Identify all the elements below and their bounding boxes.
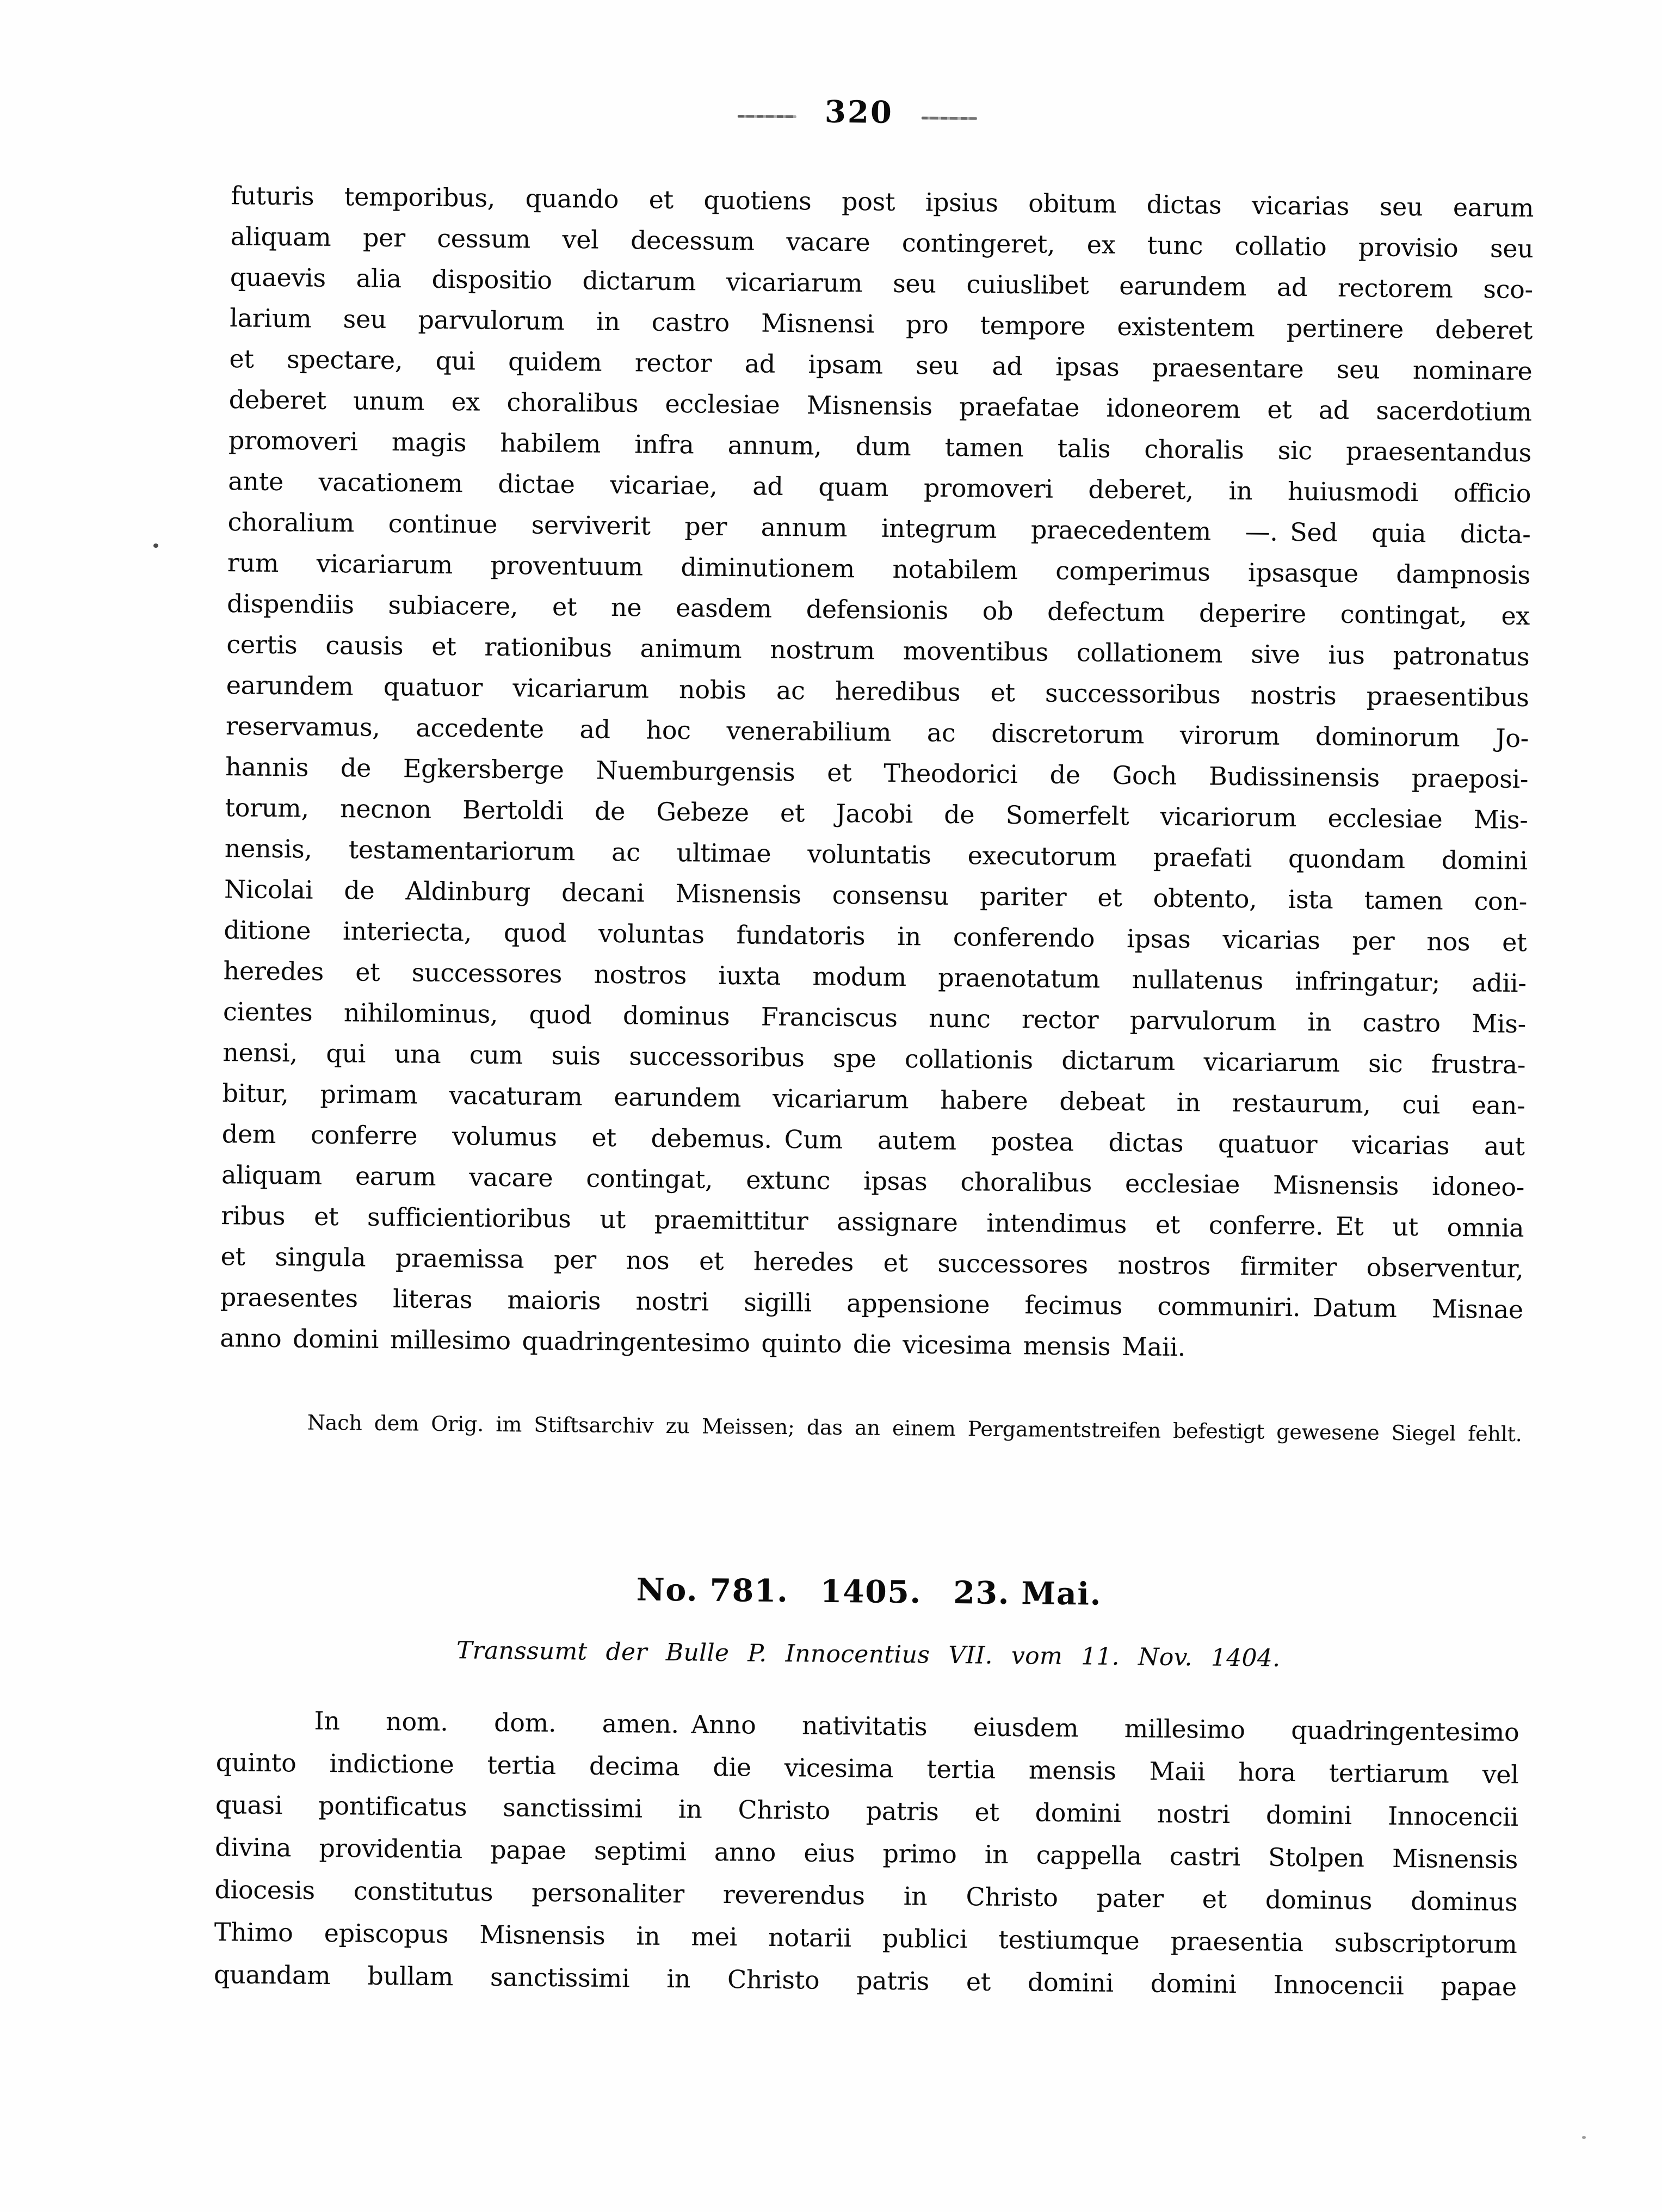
text-line: divina providentia papae septimi anno eius primo in cappella castri Stolpen Misnensis xyxy=(214,1832,1518,1875)
scan-artifact-dot xyxy=(1582,2136,1586,2139)
text-line: et singula praemissa per nos et heredes et successores nostros firmiter observentur, xyxy=(220,1241,1524,1284)
text-line: deberet unum ex choralibus ecclesiae Misnensis praefatae idoneorem et ad sacerdotium xyxy=(228,385,1532,427)
text-line: quinto indictione tertia decima die vicesima tertia mensis Maii hora tertiarum vel xyxy=(215,1747,1519,1790)
latin-charter-text xyxy=(214,1698,1519,2008)
latin-charter-text xyxy=(220,175,1534,1371)
text-line: diocesis constitutus personaliter reverendus in Christo pater et dominus dominus xyxy=(214,1875,1518,1917)
scan-artifact-dot xyxy=(153,543,158,548)
text-line: nensi, qui una cum suis successoribus spe collationis dictarum vicariarum sic frustra- xyxy=(223,1037,1526,1080)
text-line: ante vacationem dictae vicariae, ad quam promoveri deberet, in huiusmodi officio xyxy=(228,466,1531,509)
text-line: earundem quatuor vicariarum nobis ac heredibus et successoribus nostris praesentibus xyxy=(226,670,1529,713)
text-line: hannis de Egkersberge Nuemburgensis et Theodorici de Goch Budissinensis praeposi- xyxy=(225,752,1529,794)
text-line: nensis, testamentariorum ac ultimae voluntatis executorum praefati quondam domini xyxy=(224,833,1528,876)
text-line: praesentes literas maioris nostri sigilli appensione fecimus communiri. Datum Misnae xyxy=(220,1282,1524,1325)
header-left-dash xyxy=(738,115,796,118)
text-line: ditione interiecta, quod voluntas fundatoris in conferendo ipsas vicarias per nos et xyxy=(224,915,1527,957)
text-line: Thimo episcopus Misnensis in mei notarii publici testiumque praesentia subscriptorum xyxy=(214,1917,1517,1960)
text-line: promoveri magis habilem infra annum, dum tamen talis choralis sic praesentandus xyxy=(228,425,1532,468)
text-line: et spectare, qui quidem rector ad ipsam seu ad ipsas praesentare seu nominare xyxy=(229,344,1533,386)
text-line: In nom. dom. amen. Anno nativitatis eiusdem millesimo quadringentesimo xyxy=(314,1706,1519,1747)
text-line: heredes et successores nostros iuxta modum praenotatum nullatenus infringatur; adii- xyxy=(223,956,1527,998)
text-line: larium seu parvulorum in castro Misnensi pro tempore existentem pertinere deberet xyxy=(229,303,1533,345)
page-number: 320 xyxy=(824,94,894,131)
text-line: rum vicariarum proventuum diminutionem notabilem comperimus ipsasque dampnosis xyxy=(227,548,1531,590)
source-note: Nach dem Orig. im Stiftsarchiv zu Meissen; das an einem Pergamentstreifen befestigt gewesene Siegel fehlt. xyxy=(307,1410,1522,1447)
text-line: Nicolai de Aldinburg decani Misnensis consensu pariter et obtento, ista tamen con- xyxy=(224,874,1528,917)
page-header xyxy=(232,91,1483,133)
text-line: quaevis alia dispositio dictarum vicariarum seu cuiuslibet earundem ad rectorem sco- xyxy=(230,262,1534,305)
text-line: aliquam per cessum vel decessum vacare contingeret, ex tunc collatio provisio seu xyxy=(230,221,1534,264)
text-line: certis causis et rationibus animum nostrum moventibus collationem sive ius patronatus xyxy=(226,629,1530,672)
header-right-dash xyxy=(922,116,977,120)
text-line: choralium continue serviverit per annum integrum praecedentem —. Sed quia dicta- xyxy=(227,507,1531,549)
text-line: futuris temporibus, quando et quotiens post ipsius obitum dictas vicarias seu earum xyxy=(231,181,1534,223)
text-line: ribus et sufficientioribus ut praemittitur assignare intendimus et conferre. Et ut omnia xyxy=(221,1201,1524,1243)
charter-heading: No. 781. 1405. 23. Mai. xyxy=(636,1571,1102,1612)
text-line: cientes nihilominus, quod dominus Franciscus nunc rector parvulorum in castro Mis- xyxy=(223,997,1527,1039)
text-line: dispendiis subiacere, et ne easdem defensionis ob defectum deperire contingat, ex xyxy=(226,589,1530,631)
text-line: anno domini millesimo quadringentesimo quinto die vicesima mensis Maii. xyxy=(219,1323,1186,1362)
text-line: torum, necnon Bertoldi de Gebeze et Jacobi de Somerfelt vicariorum ecclesiae Mis- xyxy=(225,793,1528,835)
text-line: quasi pontificatus sanctissimi in Christo patris et domini nostri domini Innocencii xyxy=(215,1790,1519,1832)
text-line: reservamus, accedente ad hoc venerabilium ac discretorum virorum dominorum Jo- xyxy=(225,711,1529,753)
text-line: aliquam earum vacare contingat, extunc ipsas choralibus ecclesiae Misnensis idoneo- xyxy=(221,1160,1525,1202)
charter-subtitle: Transsumt der Bulle P. Innocentius VII. vom 11. Nov. 1404. xyxy=(456,1636,1281,1672)
text-line: bitur, primam vacaturam earundem vicariarum habere debeat in restaurum, cui ean- xyxy=(222,1078,1525,1121)
text-line: dem conferre volumus et debemus. Cum autem postea dictas quatuor vicarias aut xyxy=(221,1119,1525,1161)
text-line: quandam bullam sanctissimi in Christo patris et domini domini Innocencii papae xyxy=(213,1960,1517,2002)
